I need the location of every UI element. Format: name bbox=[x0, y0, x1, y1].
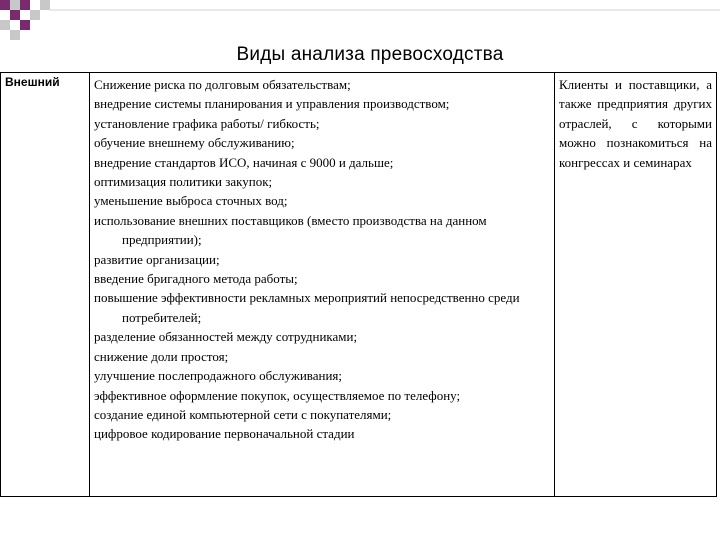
list-item: развитие организации; bbox=[94, 251, 220, 267]
deco-square bbox=[20, 0, 30, 10]
clients-cell bbox=[555, 73, 717, 497]
deco-square bbox=[30, 10, 40, 20]
list-item: внедрение системы планирования и управления производством; bbox=[94, 96, 450, 112]
list-item: повышение эффективности рекламных мероприятий непосредственно среди потребителей; bbox=[94, 290, 520, 325]
list-item: эффективное оформление покупок, осуществляемое по телефону; bbox=[94, 387, 461, 403]
analysis-table bbox=[0, 72, 717, 497]
measures-list bbox=[94, 75, 550, 444]
list-item: разделение обязанностей между сотрудниками; bbox=[94, 329, 358, 345]
list-item: уменьшение выброса сточных вод; bbox=[94, 193, 288, 209]
page-title: Виды анализа превосходства bbox=[236, 44, 504, 65]
deco-square bbox=[0, 0, 10, 10]
deco-square bbox=[10, 0, 20, 10]
list-item: использование внешних поставщиков (вместо производства на данном предприятии); bbox=[94, 212, 487, 248]
list-item: оптимизация политики закупок; bbox=[94, 174, 273, 190]
list-item: снижение доли простоя; bbox=[94, 348, 229, 364]
list-item: установление графика работы/ гибкость; bbox=[94, 115, 320, 131]
table-row bbox=[1, 73, 717, 497]
deco-square bbox=[10, 10, 20, 20]
clients-text: Клиенты и поставщики, а также предприятия других отраслей, с которыми можно познакомиться на конгрессах и семинарах bbox=[559, 77, 712, 170]
list-item: цифровое кодирование первоначальной стадии bbox=[94, 426, 355, 442]
list-item: Снижение риска по долговым обязательствам; bbox=[94, 77, 351, 92]
deco-square bbox=[0, 20, 10, 30]
list-item: улучшение послепродажного обслуживания; bbox=[94, 368, 343, 384]
deco-square bbox=[40, 0, 50, 10]
deco-square bbox=[20, 20, 30, 30]
category-cell: Внешний bbox=[1, 73, 90, 497]
list-item: внедрение стандартов ИСО, начиная с 9000 и дальше; bbox=[94, 154, 394, 170]
deco-square bbox=[10, 30, 20, 40]
list-item: обучение внешнему обслуживанию; bbox=[94, 135, 295, 151]
measures-cell bbox=[90, 73, 555, 497]
list-item: введение бригадного метода работы; bbox=[94, 271, 298, 287]
list-item: создание единой компьютерной сети с покупателями; bbox=[94, 406, 392, 422]
